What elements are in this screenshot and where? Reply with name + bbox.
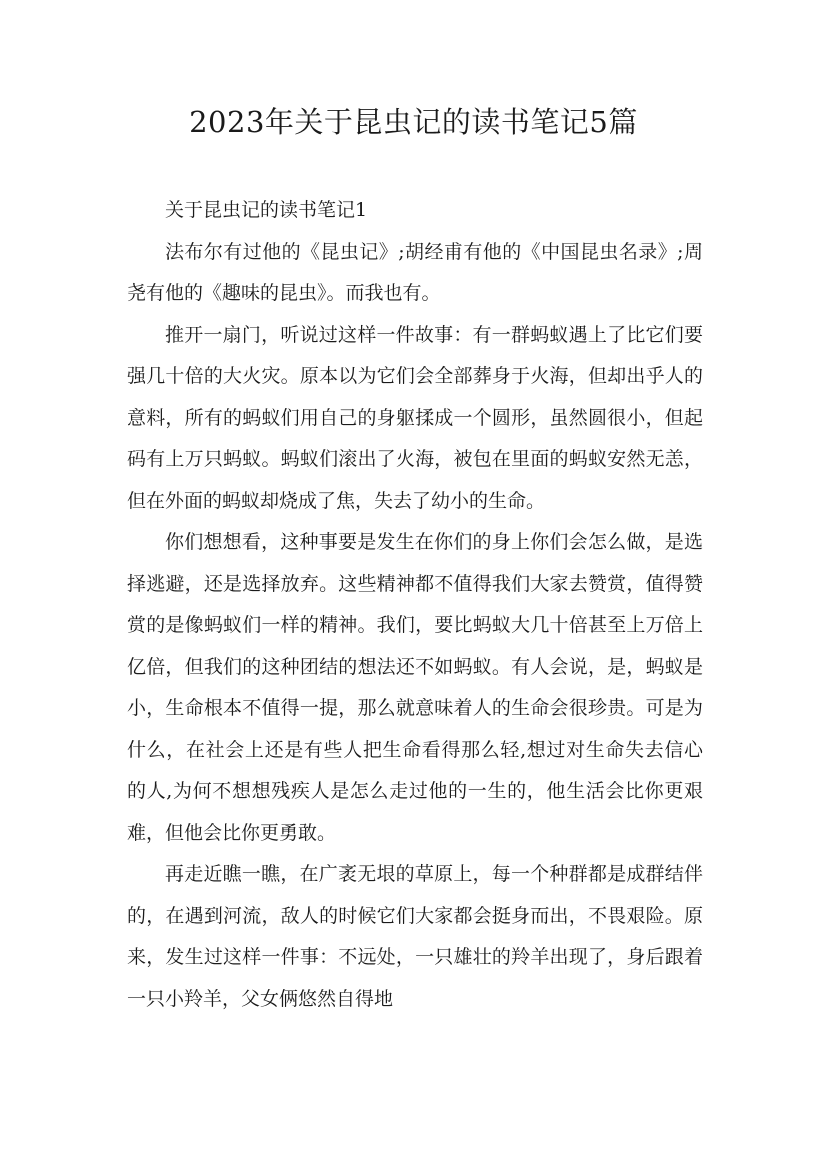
paragraph-ant-fire-story: 推开一扇门，听说过这样一件故事：有一群蚂蚁遇上了比它们要强几十倍的大火灾。原本以为它们会全部葬身于火海，但却出乎人的意料，所有的蚂蚁们用自己的身躯揉成一个圆形，虽然圆很小，但起码有上万只蚂蚁。蚂蚁们滚出了火海，被包在里面的蚂蚁安然无恙，但在外面的蚂蚁却烧成了焦，失去了幼小的生命。	[127, 323, 703, 512]
paragraph-reflection: 你们想想看，这种事要是发生在你们的身上你们会怎么做，是选择逃避，还是选择放弃。这些精神都不值得我们大家去赞赏，值得赞赏的是像蚂蚁们一样的精神。我们，要比蚂蚁大几十倍甚至上万倍上亿倍，但我们的这种团结的想法还不如蚂蚁。有人会说，是，蚂蚁是小，生命根本不值得一提，那么就意味着人的生命会很珍贵。可是为什么，在社会上还是有些人把生命看得那么轻,想过对生命失去信心的人,为何不想想残疾人是怎么走过他的一生的，他生活会比你更艰难，但他会比你更勇敢。	[127, 531, 703, 844]
paragraph-intro: 法布尔有过他的《昆虫记》;胡经甫有他的《中国昆虫名录》;周尧有他的《趣味的昆虫》。而我也有。	[127, 240, 703, 304]
document-body	[127, 190, 703, 1020]
section-heading: 关于昆虫记的读书笔记1	[165, 199, 368, 221]
document-title: 2023年关于昆虫记的读书笔记5篇	[189, 105, 638, 139]
paragraph-grassland: 再走近瞧一瞧，在广袤无垠的草原上，每一个种群都是成群结伴的，在遇到河流，敌人的时候它们大家都会挺身而出，不畏艰险。原来，发生过这样一件事：不远处，一只雄壮的羚羊出现了，身后跟着一只小羚羊，父女俩悠然自得地	[127, 863, 703, 1010]
